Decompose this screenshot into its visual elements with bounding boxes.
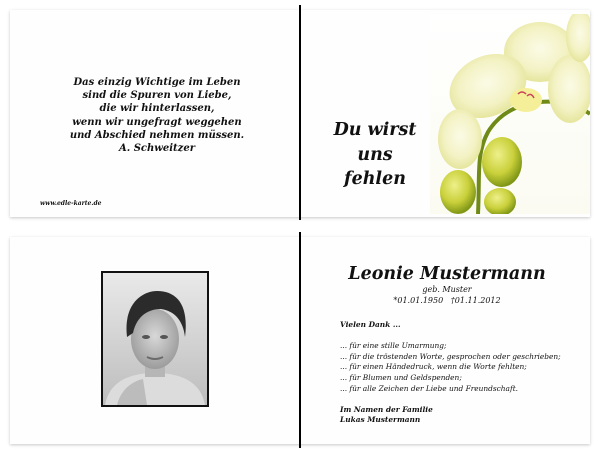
headline-line: fehlen	[344, 169, 406, 189]
signer-name: Lukas Mustermann	[340, 415, 421, 425]
closing-line: Im Namen der Familie	[340, 404, 433, 414]
quote-line: die wir hinterlassen,	[99, 103, 215, 115]
thank-you-text	[340, 320, 590, 426]
headline	[332, 118, 418, 192]
life-dates: *01.01.1950 †01.11.2012	[393, 296, 501, 305]
thanks-line: ... für eine stille Umarmung;	[340, 341, 447, 351]
thanks-line: ... für alle Zeichen der Liebe und Freundschaft.	[340, 383, 519, 393]
thanks-heading: Vielen Dank ...	[340, 320, 401, 329]
card-bottom-fold	[299, 232, 301, 448]
portrait-photo	[101, 271, 209, 407]
thanks-line: ... für die tröstenden Worte, gesprochen oder geschrieben;	[340, 351, 561, 361]
spacer	[340, 331, 590, 342]
quote-line: und Abschied nehmen müssen.	[69, 129, 245, 141]
thanks-line: ... für Blumen und Geldspenden;	[340, 372, 462, 382]
quote-line: sind die Spuren von Liebe,	[82, 90, 232, 102]
spacer	[340, 394, 590, 405]
quote	[14, 76, 300, 155]
quote-author: A. Schweitzer	[118, 143, 195, 155]
maiden-name: geb. Muster	[422, 285, 472, 294]
thanks-line: ... für einen Händedruck, wenn die Worte fehlten;	[340, 362, 527, 372]
headline-line: Du wirst	[333, 120, 417, 140]
deceased-name: Leonie Mustermann	[348, 264, 546, 284]
quote-line: Das einzig Wichtige im Leben	[73, 77, 241, 88]
orchid-image	[430, 14, 590, 214]
headline-line: uns	[357, 144, 393, 165]
website-link[interactable]: www.edle-karte.de	[40, 200, 102, 207]
portrait-image	[103, 273, 207, 405]
quote-line: wenn wir ungefragt weggehen	[72, 116, 242, 128]
